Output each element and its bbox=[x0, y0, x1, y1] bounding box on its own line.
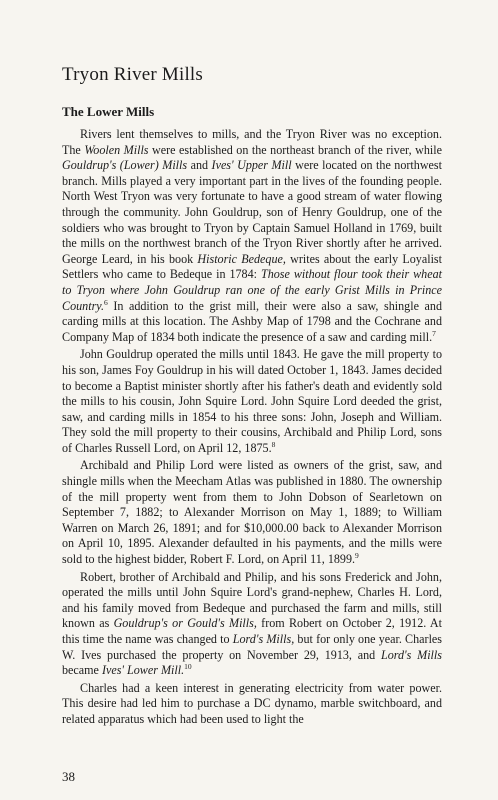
text-run: Archibald and Philip Lord were listed as owners of the grist, saw, and shingle mills when the Meecham Atlas was published in 1880. The ownership of the mill property went from them to John Dobson of Searletown on September 7, 1882; to Alexander Morrison on May 1, 1889; to William Warren on March 26, 1891; and for $10,000.00 back to Alexander Morrison on April 10, 1895. Alexander defaulted in his payments, and the mills were sold to the highest bidder, Robert F. Lord, on April 11, 1899. bbox=[62, 458, 442, 567]
text-run: writes about the early Loyalist Settlers who came to Bedeque in 1784: bbox=[62, 251, 442, 282]
text-run: In addition to the grist mill, their were also a saw, shingle and carding mills at this location. The Ashby Map of 1798 and the Cochrane and Company Map of 1834 both indicate the presence of a saw and carding mill. bbox=[62, 298, 442, 344]
text-run: and bbox=[187, 158, 212, 173]
paragraph bbox=[62, 458, 442, 567]
section-title: The Lower Mills bbox=[62, 104, 155, 119]
footnote-ref: 7 bbox=[432, 328, 436, 338]
text-run: Rivers lent themselves to mills, and the Tryon River was no exception. The bbox=[62, 127, 442, 157]
italic-text: Lord's Mills bbox=[380, 647, 442, 662]
text-run: were located on the northwest branch. Mills played a very important part in the lives of the founding people. North West Tryon was very fortunate to have a good stream of water flowing through the community. John Gouldrup, son of Henry Gouldrup, one of the soldiers who was brought to Tryon by Captain Samuel Holland in 1769, built the mills on the northwest branch of the Tryon River shortly after he arrived. George Leard, in his book bbox=[62, 158, 442, 266]
footnote-ref: 6 bbox=[104, 297, 108, 307]
italic-text: Ives' Upper Mill bbox=[211, 158, 292, 173]
italic-text: Gouldrup's (Lower) Mills bbox=[62, 158, 188, 173]
italic-text: Those without flour took their wheat to Tryon where John Gouldrup ran one of the early Grist Mills in Prince Country. bbox=[62, 267, 442, 313]
footnote-ref: 8 bbox=[271, 439, 276, 449]
paragraph bbox=[62, 570, 442, 679]
italic-text: Lord's Mills, bbox=[232, 632, 295, 646]
italic-text: Ives' Lower Mill. bbox=[101, 663, 185, 678]
paragraph bbox=[62, 681, 442, 728]
chapter-title: Tryon River Mills bbox=[62, 64, 204, 85]
text-run: Robert, brother of Archibald and Philip, and his sons Frederick and John, operated the mills until John Squire Lord's grand-nephew, Charles H. Lord, and his family moved from Bedeque and purchased the farm and mills, still known as bbox=[62, 569, 442, 631]
page-number: 38 bbox=[62, 769, 75, 784]
italic-text: Gouldrup's or Gould's Mills, bbox=[113, 616, 257, 631]
text-run: Charles had a keen interest in generating electricity from water power. This desire had led him to purchase a DC dynamo, marble switchboard, and related apparatus which had been used to light the bbox=[62, 680, 442, 726]
paragraph bbox=[62, 347, 442, 456]
footnote-ref: 9 bbox=[355, 551, 359, 560]
italic-text: Woolen Mills bbox=[84, 142, 149, 157]
body-text bbox=[62, 127, 442, 730]
footnote-ref: 10 bbox=[184, 662, 192, 672]
italic-text: Historic Bedeque, bbox=[197, 251, 286, 266]
text-run: became bbox=[62, 663, 102, 678]
text-run: from Robert on October 2, 1912. At this time the name was changed to bbox=[62, 616, 443, 646]
paragraph bbox=[62, 127, 442, 345]
text-run: were established on the northeast branch of the river, while bbox=[148, 142, 443, 157]
text-run: John Gouldrup operated the mills until 1843. He gave the mill property to his son, James Foy Gouldrup in his will dated October 1, 1843. James decided to become a Baptist minister shortly after his father's death and evidently sold the mills to his cousin, John Squire Lord. John Squire Lord deeded the grist, saw, and carding mills in 1854 to his three sons: John, Joseph and William. They sold the mill property to their cousins, Archibald and Philip Lord, sons of Charles Russell Lord, on April 12, 1875. bbox=[62, 347, 442, 455]
text-run: but for only one year. Charles W. Ives purchased the property on November 29, 1913, and bbox=[62, 632, 442, 662]
